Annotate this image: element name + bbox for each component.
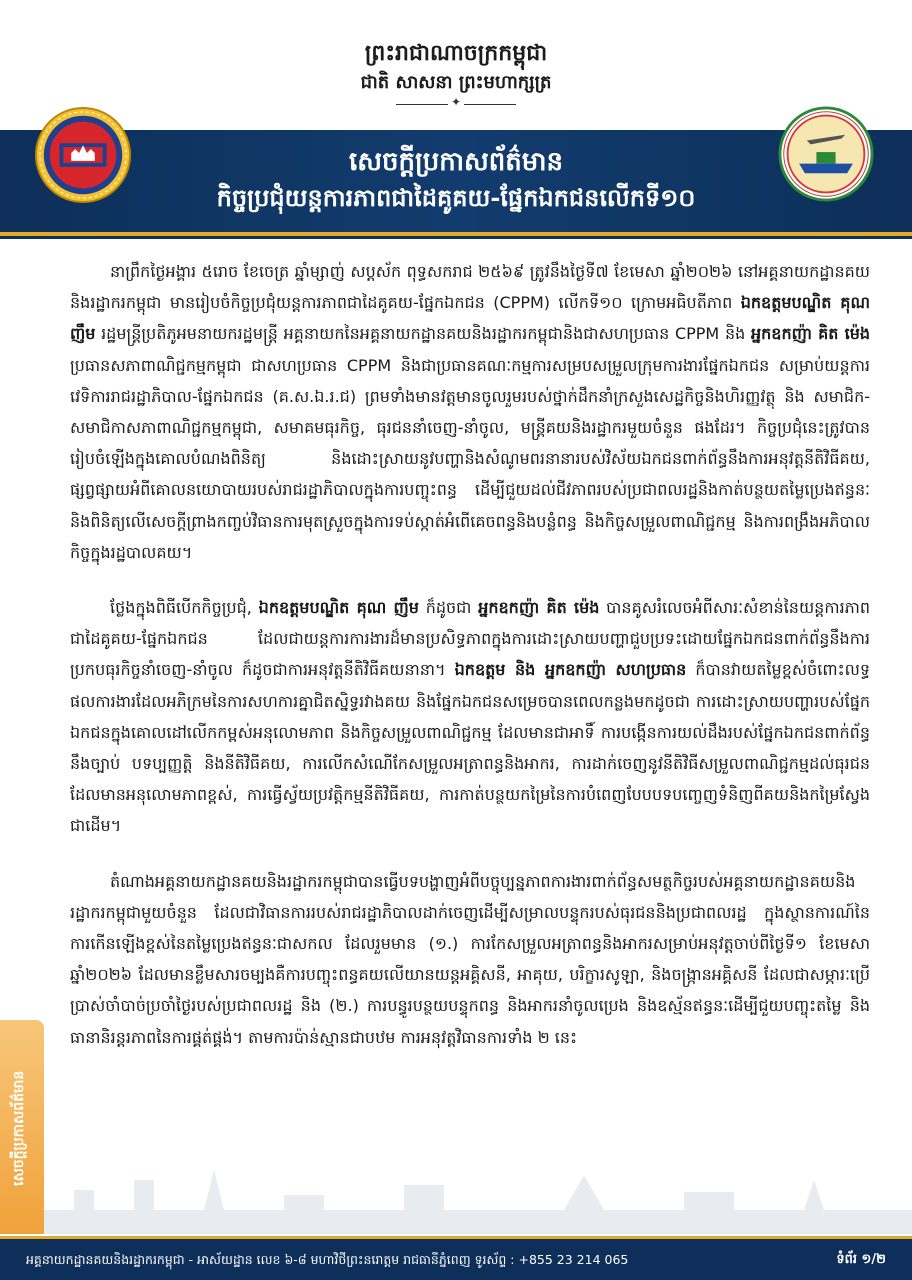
page-number: ទំព័រ ១/២ bbox=[836, 1252, 886, 1267]
text-run: នាព្រឹកថ្ងៃអង្គារ ៥រោច ខែចេត្រ ឆ្នាំម្សាញ់ សប្តស័ក ពុទ្ធសករាជ ២៥៦៩ ត្រូវនឹងថ្ងៃទី៧ ខែមេសា ឆ្នាំ២០២៦ នៅអគ្គនាយកដ្ឋានគយនិងរដ្ឋាករកម្ពុជា មានរៀបចំកិច្ចប្រជុំយន្តការភាពជាដៃគូគយ-ផ្នែកឯកជន (CPPM) លើកទី១០ ក្រោមអធិបតីភាព bbox=[70, 262, 870, 313]
text-run: រដ្ឋមន្ត្រីប្រតិភូអមនាយករដ្ឋមន្ត្រី អគ្គនាយកនៃអគ្គនាយកដ្ឋានគយនិងរដ្ឋាករកម្ពុជានិងជាសហប្រធាន CPPM និង bbox=[95, 324, 751, 344]
national-motto: ជាតិ សាសនា ព្រះមហាក្សត្រ bbox=[360, 72, 552, 93]
bold-name-run: ឯកឧត្តមបណ្ឌិត គុណ ញឹម bbox=[70, 293, 870, 344]
banner-underline bbox=[0, 236, 912, 239]
text-run: ថ្លែងក្នុងពិធីបើកកិច្ចប្រជុំ, bbox=[110, 598, 259, 618]
text-run: ក៏ដូចជា bbox=[418, 598, 479, 618]
footer-address: អគ្គនាយកដ្ឋានគយនិងរដ្ឋាករកម្ពុជា - អាស័យដ្ឋាន លេខ ៦-៨ មហាវិថីព្រះនរោត្តម រាជធានីភ្នំពេញ ទូរស័ព្ទ : +855 23 214 065 bbox=[26, 1252, 629, 1267]
body-paragraph bbox=[70, 592, 870, 842]
bold-name-run: ឯកឧត្តមបណ្ឌិត គុណ ញឹម bbox=[258, 598, 419, 618]
motto-ornament bbox=[396, 100, 516, 110]
text-run: ក៏បានវាយតម្លៃខ្ពស់ចំពោះលទ្ធផលការងារដែលអភិក្រមនៃការសហការគ្នាជិតស្និទ្ធរវាងគយ និងផ្នែកឯកជនសម្រេចបានពេលកន្លងមកដូចជា ការដោះស្រាយបញ្ហារបស់ផ្នែកឯកជនក្នុងគោលដៅលើកកម្ពស់អនុលោមភាព និងកិច្ចសម្រួលពាណិជ្ជកម្ម ដែលមានជាអាទិ៍ ការបង្កើនការយល់ដឹងរបស់ផ្នែកឯកជនពាក់ព័ន្ធនឹងច្បាប់ បទប្បញ្ញត្តិ និងនីតិវិធីគយ, ការលើកសំណើកែសម្រួលអត្រាពន្ធនិងអាករ, ការដាក់ចេញនូវនីតិវិធីសម្រួលពាណិជ្ជកម្មដល់ធុរជនដែលមានអនុលោមភាពខ្ពស់, ការធ្វើស្វ័យប្រវត្តិកម្មនីតិវិធីគយ, ការកាត់បន្ថយកម្រៃនៃការបំពេញបែបបទបញ្ចេញទំនិញពីគយនិងកម្រៃស្វែង ជាដើម។ bbox=[70, 660, 870, 836]
banner-title-line1: សេចក្តីប្រកាសព័ត៌មាន bbox=[348, 147, 564, 177]
footer-bar bbox=[0, 1236, 912, 1280]
chamber-of-commerce-emblem-icon bbox=[778, 106, 874, 202]
gdce-emblem-icon bbox=[34, 106, 132, 204]
kingdom-heading: ព្រះរាជាណាចក្រកម្ពុជា bbox=[364, 40, 548, 66]
bold-name-run: ឯកឧត្តម និង អ្នកឧកញ៉ា សហប្រធាន bbox=[454, 660, 687, 680]
body-paragraph bbox=[70, 256, 870, 568]
city-skyline-watermark bbox=[44, 1150, 912, 1234]
document-body bbox=[70, 256, 870, 1077]
text-run: ប្រធានសភាពាណិជ្ជកម្មកម្ពុជា ជាសហប្រធាន CPPM និងជាប្រធានគណៈកម្មការសម្របសម្រួលក្រុមការងារផ្នែកឯកជន សម្រាប់យន្តការវេទិការរាជរដ្ឋាភិបាល-ផ្នែកឯកជន (គ.ស.ឯ.រ.ជ) ព្រមទាំងមានវត្តមានចូលរួមរបស់ថ្នាក់ដឹកនាំក្រសួងសេដ្ឋកិច្ចនិងហិរញ្ញវត្ថុ និង សមាជិក-សមាជិកាសភាពាណិជ្ជកម្មកម្ពុជា, សមាគមធុរកិច្ច, ធុរជននាំចេញ-នាំចូល, មន្ត្រីគយនិងរដ្ឋាករមួយចំនួន ផងដែរ។ កិច្ចប្រជុំនេះត្រូវបានរៀបចំឡើងក្នុងគោលបំណងពិនិត្យ និងដោះស្រាយនូវបញ្ហានិងសំណូមពរនានារបស់វិស័យឯកជនពាក់ព័ន្ធនឹងការអនុវត្តនីតិវិធីគយ, ផ្សព្វផ្សាយអំពីគោលនយោបាយរបស់រាជរដ្ឋាភិបាលក្នុងការបញ្ចុះពន្ធ ដើម្បីជួយដល់ជីវភាពរបស់ប្រជាពលរដ្ឋនិងកាត់បន្ថយតម្លៃប្រេងឥន្ធនៈ និងពិនិត្យលើសេចក្តីព្រាងកញ្ចប់វិធានការមុតស្រួចក្នុងការទប់ស្កាត់អំពើគេចពន្ធនិងបន្លំពន្ធ និងកិច្ចសម្រួលពាណិជ្ជកម្ម និងការពង្រឹងអភិបាលកិច្ចក្នុងរដ្ឋបាលគយ។ bbox=[70, 355, 870, 562]
bold-name-run: អ្នកឧកញ៉ា គិត ម៉េង bbox=[478, 598, 600, 618]
text-run: តំណាងអគ្គនាយកដ្ឋានគយនិងរដ្ឋាករកម្ពុជាបានធ្វើបទបង្ហាញអំពីបច្ចុប្បន្នភាពការងារពាក់ព័ន្ធសមត្ថកិច្ចរបស់អគ្គនាយកដ្ឋានគយនិងរដ្ឋាករកម្ពុជាមួយចំនួន ដែលជាវិធានការរបស់រាជរដ្ឋាភិបាលដាក់ចេញដើម្បីសម្រាលបន្ទុករបស់ធុរជននិងប្រជាពលរដ្ឋ ក្នុងស្ថានការណ៍នៃការកើនឡើងខ្ពស់នៃតម្លៃប្រេងឥន្ធនៈជាសកល ដែលរួមមាន (១.) ការកែសម្រួលអត្រាពន្ធនិងអាករសម្រាប់អនុវត្តចាប់ពីថ្ងៃទី១ ខែមេសា ឆ្នាំ២០២៦ ដែលមានខ្លឹមសារចម្បងគឺការបញ្ចុះពន្ធគយលើយានយន្តអគ្គិសនី, អាគុយ, បរិក្ខារសូឡា, និងចង្ក្រានអគ្គិសនី ដែលជាសម្ភារៈប្រើប្រាស់ចាំបាច់ប្រចាំថ្ងៃរបស់ប្រជាពលរដ្ឋ និង (២.) ការបន្ធូរបន្ថយបន្ទុកពន្ធ និងអាករនាំចូលប្រេង និងឧស្ម័នឥន្ធនៈដើម្បីជួយបញ្ចុះតម្លៃ និងធានានិរន្តរភាពនៃការផ្គត់ផ្គង់។ តាមការប៉ាន់ស្មានជាបឋម ការអនុវត្តវិធានការទាំង ២ នេះ bbox=[70, 871, 870, 1047]
title-banner bbox=[0, 130, 912, 236]
banner-title bbox=[170, 144, 742, 216]
side-tab-label: សេចក្តីប្រកាសព័ត៌មាន bbox=[11, 1070, 27, 1186]
bold-name-run: អ្នកឧកញ៉ា គិត ម៉េង bbox=[750, 324, 871, 344]
body-paragraph bbox=[70, 866, 870, 1053]
banner-title-line2: កិច្ចប្រជុំយន្តការភាពជាដៃគូគយ-ផ្នែកឯកជនលើកទី១០ bbox=[216, 183, 696, 212]
document-header bbox=[0, 38, 912, 110]
text-run: បានគូសរំលេចអំពីសារៈសំខាន់នៃយន្តការភាពជាដៃគូគយ-ផ្នែកឯកជន ដែលជាយន្តការការងារដ៏មានប្រសិទ្ធភាពក្នុងការដោះស្រាយបញ្ហាជួបប្រទះដោយផ្នែកឯកជនពាក់ព័ន្ធនឹងការប្រកបធុរកិច្ចនាំចេញ-នាំចូល ក៏ដូចជាការអនុវត្តនីតិវិធីគយនានា។ bbox=[70, 598, 871, 680]
